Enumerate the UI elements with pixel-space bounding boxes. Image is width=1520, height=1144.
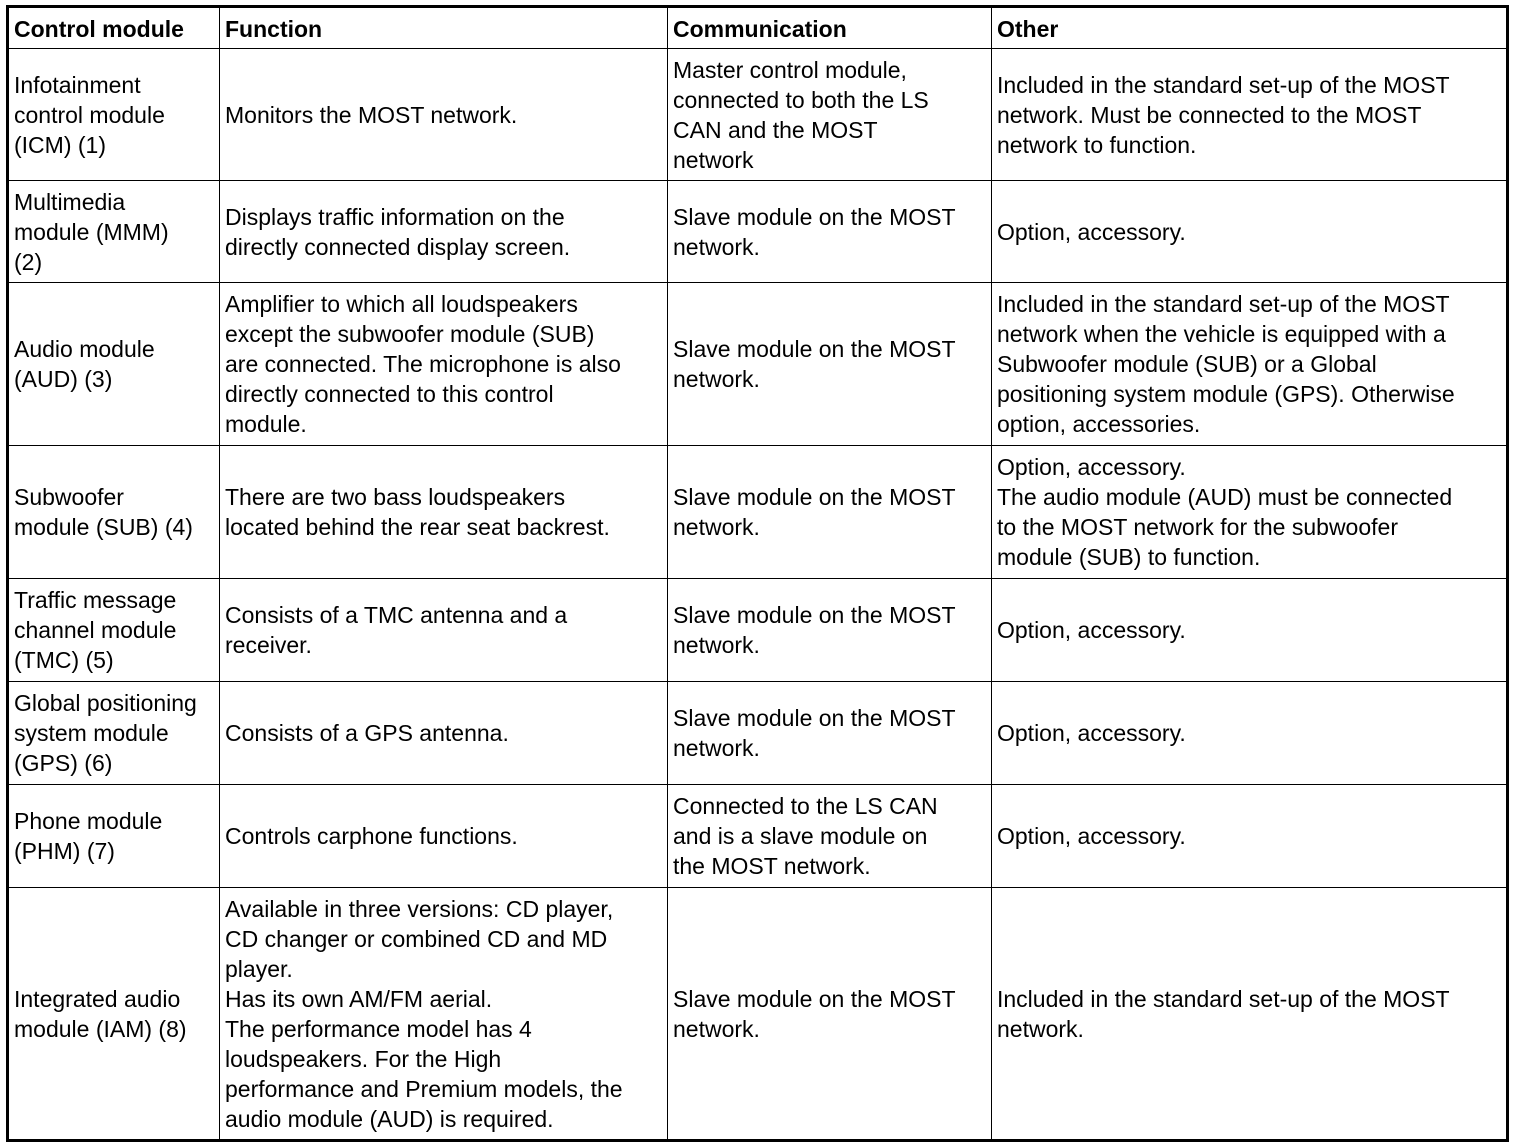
cell-text-line: receiver. <box>225 632 312 658</box>
table-row <box>8 785 1508 888</box>
cell-text-line: The performance model has 4 <box>225 1015 532 1042</box>
cell-function <box>220 49 668 181</box>
cell-text-line: Available in three versions: CD player, <box>225 895 614 922</box>
cell-control-module <box>8 888 220 1141</box>
cell-communication <box>668 682 992 785</box>
cell-other <box>992 446 1508 579</box>
cell-communication <box>668 446 992 579</box>
cell-other <box>992 181 1508 283</box>
cell-text-line: Slave module on the MOST <box>673 484 956 510</box>
cell-text-line: directly connected display screen. <box>225 233 571 260</box>
cell-text-line: Subwoofer module (SUB) or a Global <box>997 351 1377 377</box>
header-function: Function <box>220 7 668 49</box>
cell-text-line: Phone module <box>14 808 163 834</box>
cell-text-line: Master control module, <box>673 56 907 83</box>
cell-control-module <box>8 181 220 283</box>
cell-text-line: The audio module (AUD) must be connected <box>997 484 1453 510</box>
cell-text-line: connected to both the LS <box>673 86 929 113</box>
cell-text-line: Slave module on the MOST <box>673 602 956 628</box>
cell-text-line: module (IAM) (8) <box>14 1015 187 1042</box>
cell-other <box>992 888 1508 1141</box>
cell-text-line: except the subwoofer module (SUB) <box>225 321 595 347</box>
cell-text-line: Subwoofer <box>14 484 124 510</box>
cell-text-line: Slave module on the MOST <box>673 985 956 1012</box>
cell-text-line: Slave module on the MOST <box>673 203 956 230</box>
cell-text-line: Global positioning <box>14 690 197 716</box>
cell-text-line: Monitors the MOST network. <box>225 101 518 128</box>
cell-text-line: CD changer or combined CD and MD <box>225 925 608 952</box>
cell-text-line: Option, accessory. <box>997 218 1186 245</box>
cell-control-module <box>8 682 220 785</box>
cell-text-line: Displays traffic information on the <box>225 203 565 230</box>
cell-other <box>992 283 1508 446</box>
cell-function <box>220 785 668 888</box>
cell-control-module <box>8 49 220 181</box>
cell-text-line: Included in the standard set-up of the MOST <box>997 985 1450 1012</box>
cell-text-line: Audio module <box>14 336 155 362</box>
cell-communication <box>668 888 992 1141</box>
cell-text-line: network <box>673 146 754 173</box>
cell-other <box>992 785 1508 888</box>
cell-text-line: Amplifier to which all loudspeakers <box>225 291 578 317</box>
cell-text-line: network to function. <box>997 131 1197 158</box>
cell-text-line: network. <box>997 1015 1084 1042</box>
table-header-row <box>8 7 1508 49</box>
cell-text-line: and is a slave module on <box>673 823 928 849</box>
cell-text-line: CAN and the MOST <box>673 116 878 143</box>
cell-communication <box>668 283 992 446</box>
cell-function <box>220 888 668 1141</box>
table-body <box>8 49 1508 1141</box>
table-row <box>8 579 1508 682</box>
cell-other <box>992 579 1508 682</box>
cell-text-line: network. <box>673 366 760 392</box>
header-other: Other <box>992 7 1508 49</box>
cell-text-line: Included in the standard set-up of the MOST <box>997 291 1450 317</box>
header-control-module: Control module <box>8 7 220 49</box>
cell-text-line: network. <box>673 735 760 761</box>
cell-text-line: Option, accessory. <box>997 454 1186 480</box>
cell-text-line: channel module <box>14 617 177 643</box>
cell-text-line: There are two bass loudspeakers <box>225 484 566 510</box>
cell-text-line: Consists of a GPS antenna. <box>225 720 509 746</box>
cell-text-line: (AUD) (3) <box>14 366 113 392</box>
cell-text-line: option, accessories. <box>997 411 1201 437</box>
cell-text-line: directly connected to this control <box>225 381 554 407</box>
cell-text-line: Included in the standard set-up of the MOST <box>997 71 1450 98</box>
cell-other <box>992 49 1508 181</box>
cell-text-line: positioning system module (GPS). Otherwise <box>997 381 1455 407</box>
cell-text-line: (GPS) (6) <box>14 750 113 776</box>
cell-text-line: Integrated audio <box>14 985 181 1012</box>
cell-text-line: Option, accessory. <box>997 720 1186 746</box>
cell-text-line: Option, accessory. <box>997 617 1186 643</box>
cell-communication <box>668 181 992 283</box>
table-row <box>8 446 1508 579</box>
cell-text-line: (ICM) (1) <box>14 131 106 158</box>
cell-control-module <box>8 283 220 446</box>
cell-text-line: module. <box>225 411 307 437</box>
cell-text-line: Slave module on the MOST <box>673 336 956 362</box>
cell-communication <box>668 49 992 181</box>
cell-function <box>220 682 668 785</box>
cell-text-line: control module <box>14 101 165 128</box>
cell-text-line: Consists of a TMC antenna and a <box>225 602 568 628</box>
table-row <box>8 283 1508 446</box>
cell-text-line: network. Must be connected to the MOST <box>997 101 1422 128</box>
cell-text-line: network. <box>673 632 760 658</box>
cell-text-line: Infotainment <box>14 71 141 98</box>
cell-control-module <box>8 579 220 682</box>
cell-text-line: Traffic message <box>14 587 177 613</box>
cell-text-line: located behind the rear seat backrest. <box>225 514 610 540</box>
cell-text-line: Multimedia <box>14 188 126 215</box>
cell-communication <box>668 785 992 888</box>
table-row <box>8 49 1508 181</box>
cell-other <box>992 682 1508 785</box>
cell-function <box>220 283 668 446</box>
cell-communication <box>668 579 992 682</box>
cell-text-line: (2) <box>14 248 43 275</box>
cell-function <box>220 181 668 283</box>
cell-text-line: loudspeakers. For the High <box>225 1045 502 1072</box>
cell-text-line: Has its own AM/FM aerial. <box>225 985 493 1012</box>
cell-text-line: (TMC) (5) <box>14 647 114 673</box>
cell-text-line: module (SUB) to function. <box>997 544 1261 570</box>
cell-text-line: (PHM) (7) <box>14 838 115 864</box>
cell-text-line: Connected to the LS CAN <box>673 793 938 819</box>
cell-text-line: to the MOST network for the subwoofer <box>997 514 1398 540</box>
cell-control-module <box>8 446 220 579</box>
table-row <box>8 181 1508 283</box>
table-row <box>8 682 1508 785</box>
cell-text-line: audio module (AUD) is required. <box>225 1105 554 1132</box>
cell-text-line: network. <box>673 1015 760 1042</box>
cell-text-line: module (MMM) <box>14 218 169 245</box>
control-module-table <box>6 5 1509 1142</box>
cell-control-module <box>8 785 220 888</box>
cell-text-line: Option, accessory. <box>997 823 1186 849</box>
cell-text-line: are connected. The microphone is also <box>225 351 621 377</box>
cell-text-line: the MOST network. <box>673 853 871 879</box>
cell-text-line: network. <box>673 514 760 540</box>
cell-text-line: system module <box>14 720 169 746</box>
cell-text-line: network. <box>673 233 760 260</box>
cell-text-line: player. <box>225 955 293 982</box>
cell-function <box>220 446 668 579</box>
table-row <box>8 888 1508 1141</box>
cell-text-line: performance and Premium models, the <box>225 1075 623 1102</box>
cell-text-line: Controls carphone functions. <box>225 823 518 849</box>
cell-text-line: Slave module on the MOST <box>673 705 956 731</box>
cell-function <box>220 579 668 682</box>
cell-text-line: network when the vehicle is equipped with a <box>997 321 1446 347</box>
cell-text-line: module (SUB) (4) <box>14 514 193 540</box>
header-communication: Communication <box>668 7 992 49</box>
